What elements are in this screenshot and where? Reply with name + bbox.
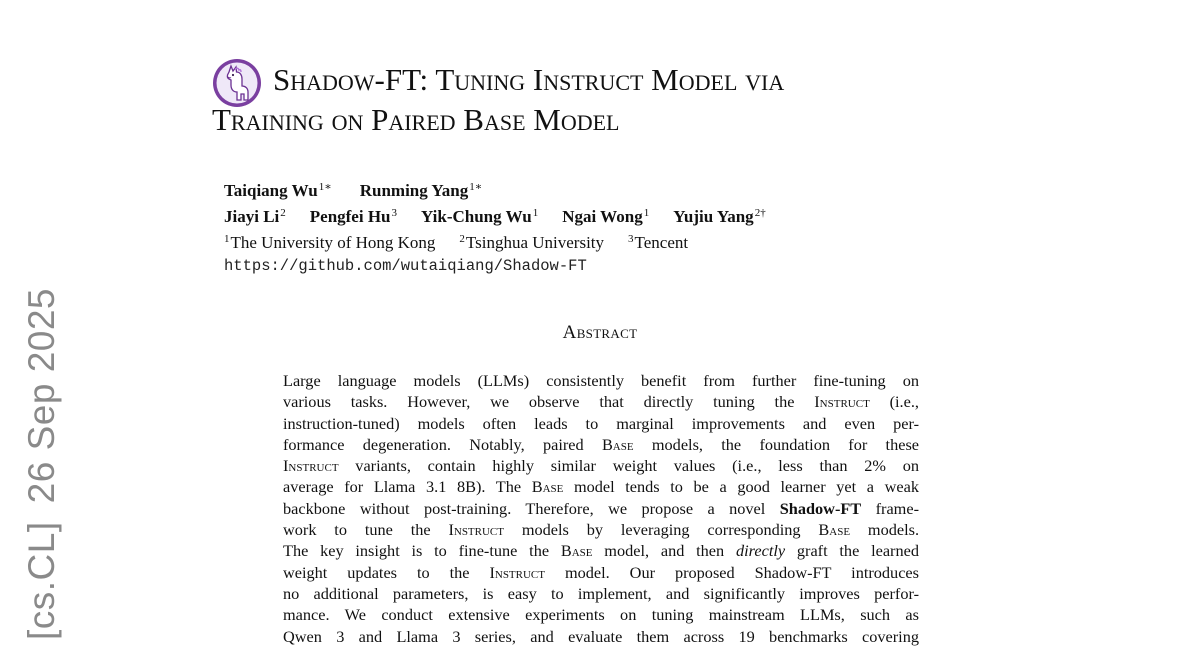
author: Ngai Wong$^1$ — [562, 207, 650, 226]
abstract-line: Qwen 3 and Llama 3 series, and evaluate them across 19 benchmarks covering — [283, 626, 919, 646]
author: Taiqiang $Wu^{1∗}$ — [224, 181, 332, 200]
abstract-line: formance degeneration. Notably, paired Base models, the foundation for these — [283, 434, 920, 454]
affiliation: $^1$The University of Hong Kong — [224, 233, 436, 252]
affiliations — [224, 228, 984, 254]
arxiv-date: 26 Sep 2025 — [21, 288, 62, 504]
abstract-line: Large language models (LLMs) consistently benefit from further fine-tuning on — [283, 371, 919, 390]
author-row-2 — [224, 202, 984, 228]
title-line-2: Training on Paired Base Model — [212, 102, 620, 137]
abstract-line: The key insight is to fine-tune the Base model, and then directly graft the learned — [283, 541, 919, 561]
affiliation: $^2$Tsinghua University — [459, 233, 605, 252]
abstract-line: Instruct variants, contain highly similar weight values (i.e., less than 2% on — [283, 456, 919, 476]
author-row-1 — [224, 176, 984, 202]
author: Runming Yang$^{1∗}$ — [359, 181, 483, 200]
abstract-line: instruction-tuned) models often leads to marginal improvements and even per- — [283, 413, 919, 433]
abstract-heading: Abstract — [562, 322, 638, 343]
arxiv-category: [cs.CL] — [21, 521, 62, 640]
author-block — [224, 176, 984, 278]
abstract-line: average for Llama 3.1 8B). The Base model tends to be a good learner yet a weak — [283, 477, 919, 497]
abstract-line: mance. We conduct extensive experiments on tuning mainstream LLMs, such as — [283, 605, 919, 625]
paper-title — [212, 60, 972, 140]
abstract-line: various tasks. However, we observe that directly tuning the Instruct (i.e., — [283, 392, 919, 412]
author: Yik-Chung Wu$^1$ — [421, 207, 539, 226]
abstract-line: backbone without post-training. Therefore, we propose a novel Shadow-FT frame- — [283, 498, 919, 518]
abstract-body — [283, 370, 919, 647]
affiliation: $^3$Tencent — [628, 233, 689, 252]
abstract-line: weight updates to the Instruct model. Our proposed Shadow-FT introduces — [283, 562, 919, 582]
abstract-line: work to tune the Instruct models by leveraging corresponding Base models. — [283, 520, 920, 540]
author: Jiayi Li$^2$ — [224, 207, 286, 226]
code-repository-link[interactable]: https://github.com/wutaiqiang/Shadow-FT — [224, 257, 587, 275]
author: Pengfei Hu$^3$ — [309, 207, 398, 226]
abstract-line: no additional parameters, is easy to implement, and significantly improves perfor- — [283, 583, 919, 603]
author: Yujiu Yang$^{2\dagger}$ — [673, 207, 766, 226]
title-line-1: Shadow-FT: Tuning Instruct Model via — [273, 62, 785, 97]
